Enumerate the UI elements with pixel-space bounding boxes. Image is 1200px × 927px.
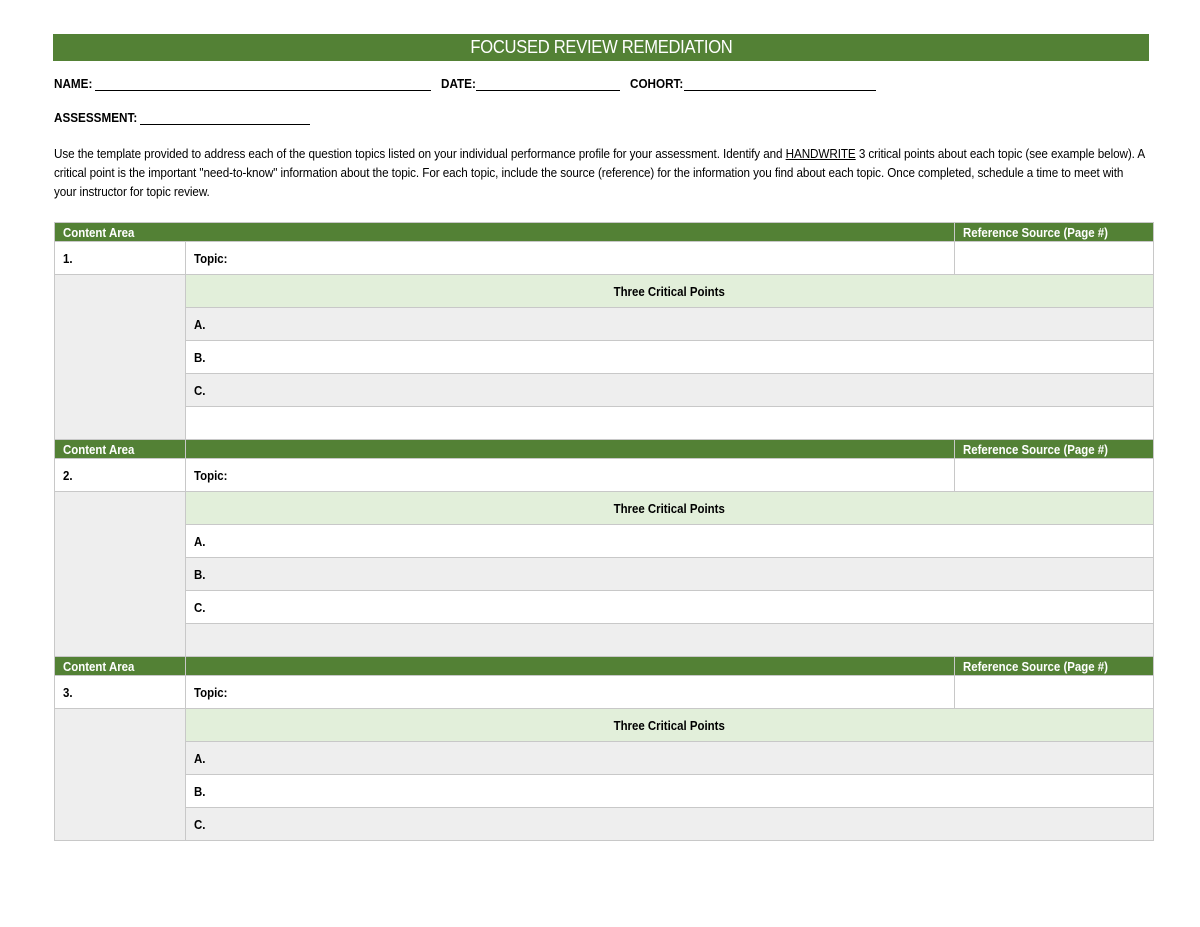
section-1-blank-row [55, 407, 1154, 440]
point-a-field[interactable]: A. [186, 308, 1154, 341]
section-1-topic-row [55, 242, 1154, 275]
topic-field[interactable]: Topic: [186, 242, 955, 275]
header-spacer [186, 440, 955, 459]
section-3-header [55, 657, 1154, 676]
critical-points-header: Three Critical Points [186, 275, 1154, 308]
assessment-label: ASSESSMENT: [54, 110, 138, 125]
section-number: 2. [55, 459, 186, 492]
header-spacer [186, 657, 955, 676]
point-b-field[interactable]: B. [186, 341, 1154, 374]
blank-field[interactable] [186, 624, 1154, 657]
section-2-critical-header [55, 492, 1154, 525]
cohort-field[interactable] [684, 77, 876, 91]
form-title-bar [53, 34, 1149, 61]
content-area-header: Content Area [55, 223, 955, 242]
section-2-point-a [55, 525, 1154, 558]
point-c-field[interactable]: C. [186, 374, 1154, 407]
cohort-label: COHORT: [630, 76, 684, 91]
remediation-table [54, 222, 1154, 841]
section-1-point-a [55, 308, 1154, 341]
topic-field[interactable]: Topic: [186, 459, 955, 492]
reference-field[interactable] [955, 459, 1154, 492]
date-field[interactable] [476, 77, 620, 91]
date-label: DATE: [440, 76, 476, 91]
section-1-point-b [55, 341, 1154, 374]
section-3-point-a [55, 742, 1154, 775]
point-b-field[interactable]: B. [186, 775, 1154, 808]
point-a-field[interactable]: A. [186, 525, 1154, 558]
instructions-text-2: 3 critical points about each topic (see example below). A critical point is the important "need-to-know" information about the topic. For each topic, include the source (reference) for the information you find about each topic. Once completed, schedule a time to meet with your instructor for topic review. [54, 146, 1145, 199]
name-field[interactable] [95, 77, 431, 91]
assessment-field[interactable] [140, 111, 310, 125]
section-1-header [55, 223, 1154, 242]
reference-source-header: Reference Source (Page #) [955, 657, 1154, 676]
critical-points-header: Three Critical Points [186, 709, 1154, 742]
content-area-header: Content Area [55, 657, 186, 676]
instructions-text-1: Use the template provided to address each of the question topics listed on your individual performance profile for your assessment. Identify and [54, 146, 786, 161]
instructions-paragraph [54, 144, 1149, 201]
section-3-side-panel [55, 709, 186, 841]
point-c-field[interactable]: C. [186, 808, 1154, 841]
reference-source-header: Reference Source (Page #) [955, 223, 1154, 242]
section-number: 1. [55, 242, 186, 275]
section-2-header [55, 440, 1154, 459]
name-date-cohort-row [54, 76, 876, 91]
reference-source-header: Reference Source (Page #) [955, 440, 1154, 459]
form-title: FOCUSED REVIEW REMEDIATION [469, 37, 733, 57]
point-b-field[interactable]: B. [186, 558, 1154, 591]
section-1-critical-header [55, 275, 1154, 308]
content-area-header: Content Area [55, 440, 186, 459]
section-3-topic-row [55, 676, 1154, 709]
section-1-point-c [55, 374, 1154, 407]
section-2-blank-row [55, 624, 1154, 657]
reference-field[interactable] [955, 676, 1154, 709]
section-2-side-panel [55, 492, 186, 657]
topic-field[interactable]: Topic: [186, 676, 955, 709]
section-2-topic-row [55, 459, 1154, 492]
section-3-point-c [55, 808, 1154, 841]
blank-field[interactable] [186, 407, 1154, 440]
critical-points-header: Three Critical Points [186, 492, 1154, 525]
point-a-field[interactable]: A. [186, 742, 1154, 775]
reference-field[interactable] [955, 242, 1154, 275]
section-3-critical-header [55, 709, 1154, 742]
name-label: NAME: [54, 76, 93, 91]
section-2-point-b [55, 558, 1154, 591]
section-number: 3. [55, 676, 186, 709]
section-1-side-panel [55, 275, 186, 440]
instructions-emphasis: HANDWRITE [785, 146, 856, 161]
section-3-point-b [55, 775, 1154, 808]
point-c-field[interactable]: C. [186, 591, 1154, 624]
section-2-point-c [55, 591, 1154, 624]
assessment-row [54, 110, 310, 125]
